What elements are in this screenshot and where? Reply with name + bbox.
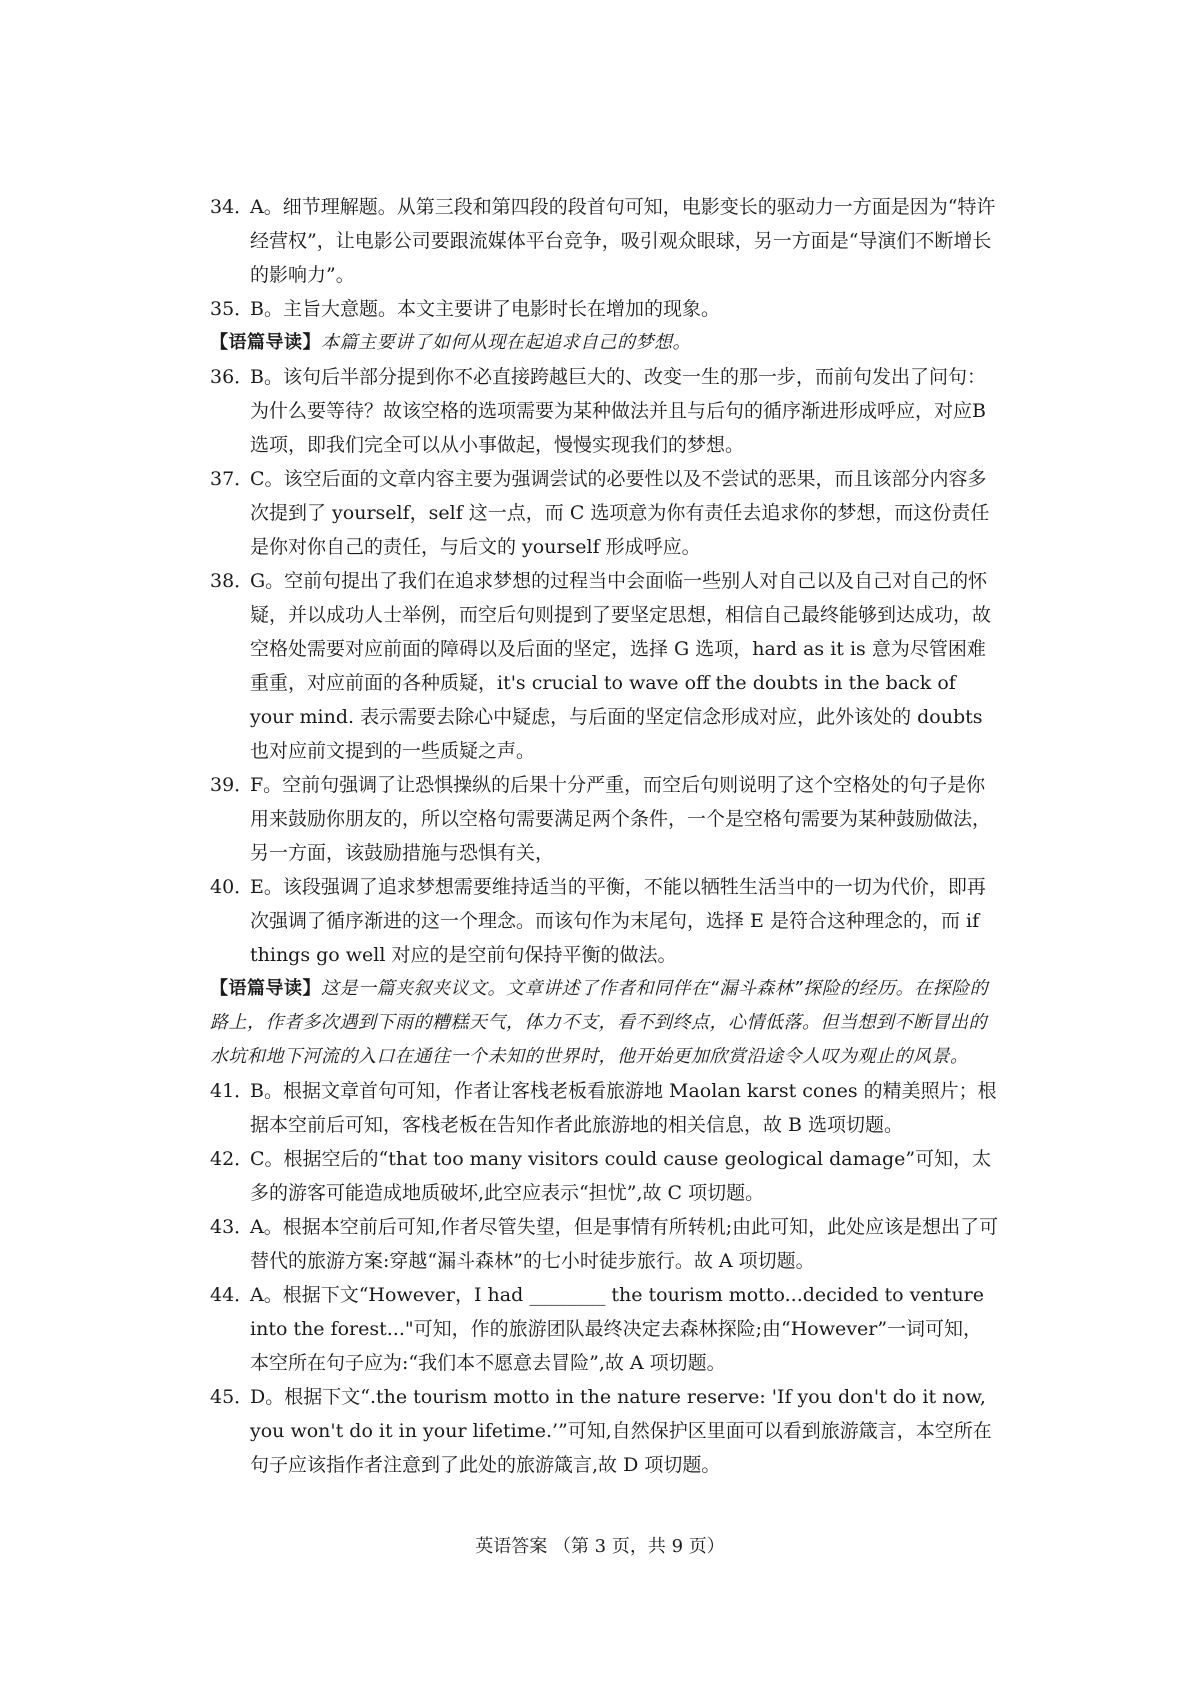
answer-item-40 xyxy=(210,870,1000,972)
answer-item-39 xyxy=(210,768,1000,870)
item-text: B。主旨大意题。本文主要讲了电影时长在增加的现象。 xyxy=(250,298,720,320)
item-text: D。根据下文“.the tourism motto in the nature reserve: 'If you don't do it now, you won't do it in your lifetime.’”可知,自然保护区里面可以看到旅游箴言，本空所在句子应该指作者注意到了此处的旅游箴言,故 D 项切题。 xyxy=(250,1386,992,1476)
item-text: B。该句后半部分提到你不必直接跨越巨大的、改变一生的那一步，而前句发出了问句：为什么要等待？故该空格的选项需要为某种做法并且与后句的循序渐进形成呼应，对应B选项，即我们完全可以从小事做起，慢慢实现我们的梦想。 xyxy=(250,366,986,456)
item-number: 40． xyxy=(210,876,254,898)
page-footer: 英语答案 （第 3 页，共 9 页） xyxy=(475,1536,725,1557)
item-number: 41． xyxy=(210,1080,254,1102)
item-text: C。该空后面的文章内容主要为强调尝试的必要性以及不尝试的恶果，而且该部分内容多次提到了 yourself，self 这一点，而 C 选项意为你有责任去追求你的梦想，而这份责任是你对你自己的责任，与后文的 yourself 形成呼应。 xyxy=(250,468,990,558)
item-number: 39． xyxy=(210,774,254,796)
answer-item-43 xyxy=(210,1210,1000,1278)
item-number: 38． xyxy=(210,570,254,592)
answer-item-34 xyxy=(210,190,1000,292)
guide-tag: 【语篇导读】 xyxy=(210,332,321,353)
item-text: A。根据本空前后可知,作者尽管失望，但是事情有所转机;由此可知，此处应该是想出了可替代的旅游方案:穿越“漏斗森林”的七小时徒步旅行。故 A 项切题。 xyxy=(250,1216,999,1272)
item-text: A。根据下文“However，I had ________ the tourism motto...decided to venture into the forest..."可知，作的旅游团队最终决定去森林探险;由“However”一词可知，本空所在句子应为:“我们本不愿意去冒险”,故 A 项切题。 xyxy=(250,1284,985,1374)
answer-item-36 xyxy=(210,360,1000,462)
guide-text: 本篇主要讲了如何从现在起追求自己的梦想。 xyxy=(321,332,691,353)
item-number: 37． xyxy=(210,468,254,490)
passage-guide-2 xyxy=(210,972,1000,1074)
item-text: A。细节理解题。从第三段和第四段的段首句可知，电影变长的驱动力一方面是因为“特许经营权”，让电影公司要跟流媒体平台竞争，吸引观众眼球，另一方面是“导演们不断增长的影响力”。 xyxy=(250,196,996,286)
item-number: 44． xyxy=(210,1284,254,1306)
answer-item-41 xyxy=(210,1074,1000,1142)
answer-item-38 xyxy=(210,564,1000,768)
item-number: 36． xyxy=(210,366,254,388)
item-text: B。根据文章首句可知，作者让客栈老板看旅游地 Maolan karst cones 的精美照片；根据本空前后可知，客栈老板在告知作者此旅游地的相关信息，故 B 选项切题。 xyxy=(250,1080,997,1136)
guide-text: 这是一篇夹叙夹议文。文章讲述了作者和同伴在“漏斗森林”探险的经历。在探险的路上，作者多次遇到下雨的糟糕天气，体力不支，看不到终点，心情低落。但当想到不断冒出的水坑和地下河流的入口在通往一个未知的世界时，他开始更加欣赏沿途令人叹为观止的风景。 xyxy=(210,978,989,1067)
item-number: 34． xyxy=(210,196,254,218)
answer-content xyxy=(210,190,1000,1482)
item-number: 35． xyxy=(210,298,254,320)
answer-item-35 xyxy=(210,292,1000,326)
passage-guide-1 xyxy=(210,326,1000,360)
item-text: E。该段强调了追求梦想需要维持适当的平衡，不能以牺牲生活当中的一切为代价，即再次强调了循序渐进的这一个理念。而该句作为末尾句，选择 E 是符合这种理念的，而 if things go well 对应的是空前句保持平衡的做法。 xyxy=(250,876,986,966)
item-text: C。根据空后的“that too many visitors could cause geological damage”可知，太多的游客可能造成地质破坏,此空应表示“担忧”,故 C 项切题。 xyxy=(250,1148,992,1204)
guide-tag: 【语篇导读】 xyxy=(210,978,321,999)
answer-item-44 xyxy=(210,1278,1000,1380)
answer-item-37 xyxy=(210,462,1000,564)
item-number: 45． xyxy=(210,1386,254,1408)
answer-item-45 xyxy=(210,1380,1000,1482)
item-text: G。空前句提出了我们在追求梦想的过程当中会面临一些别人对自己以及自己对自己的怀疑，并以成功人士举例，而空后句则提到了要坚定思想，相信自己最终能够到达成功，故空格处需要对应前面的障碍以及后面的坚定，选择 G 选项，hard as it is 意为尽管困难重重，对应前面的各种质疑，it's crucial to wave off the doubts in the back of your mind. 表示需要去除心中疑虑，与后面的坚定信念形成对应，此外该处的 doubts 也对应前文提到的一些质疑之声。 xyxy=(250,570,992,762)
answer-item-42 xyxy=(210,1142,1000,1210)
item-number: 42． xyxy=(210,1148,254,1170)
item-number: 43． xyxy=(210,1216,254,1238)
item-text: F。空前句强调了让恐惧操纵的后果十分严重，而空后句则说明了这个空格处的句子是你用来鼓励你朋友的，所以空格句需要满足两个条件，一个是空格句需要为某种鼓励做法，另一方面，该鼓励措施与恐惧有关， xyxy=(250,774,992,864)
